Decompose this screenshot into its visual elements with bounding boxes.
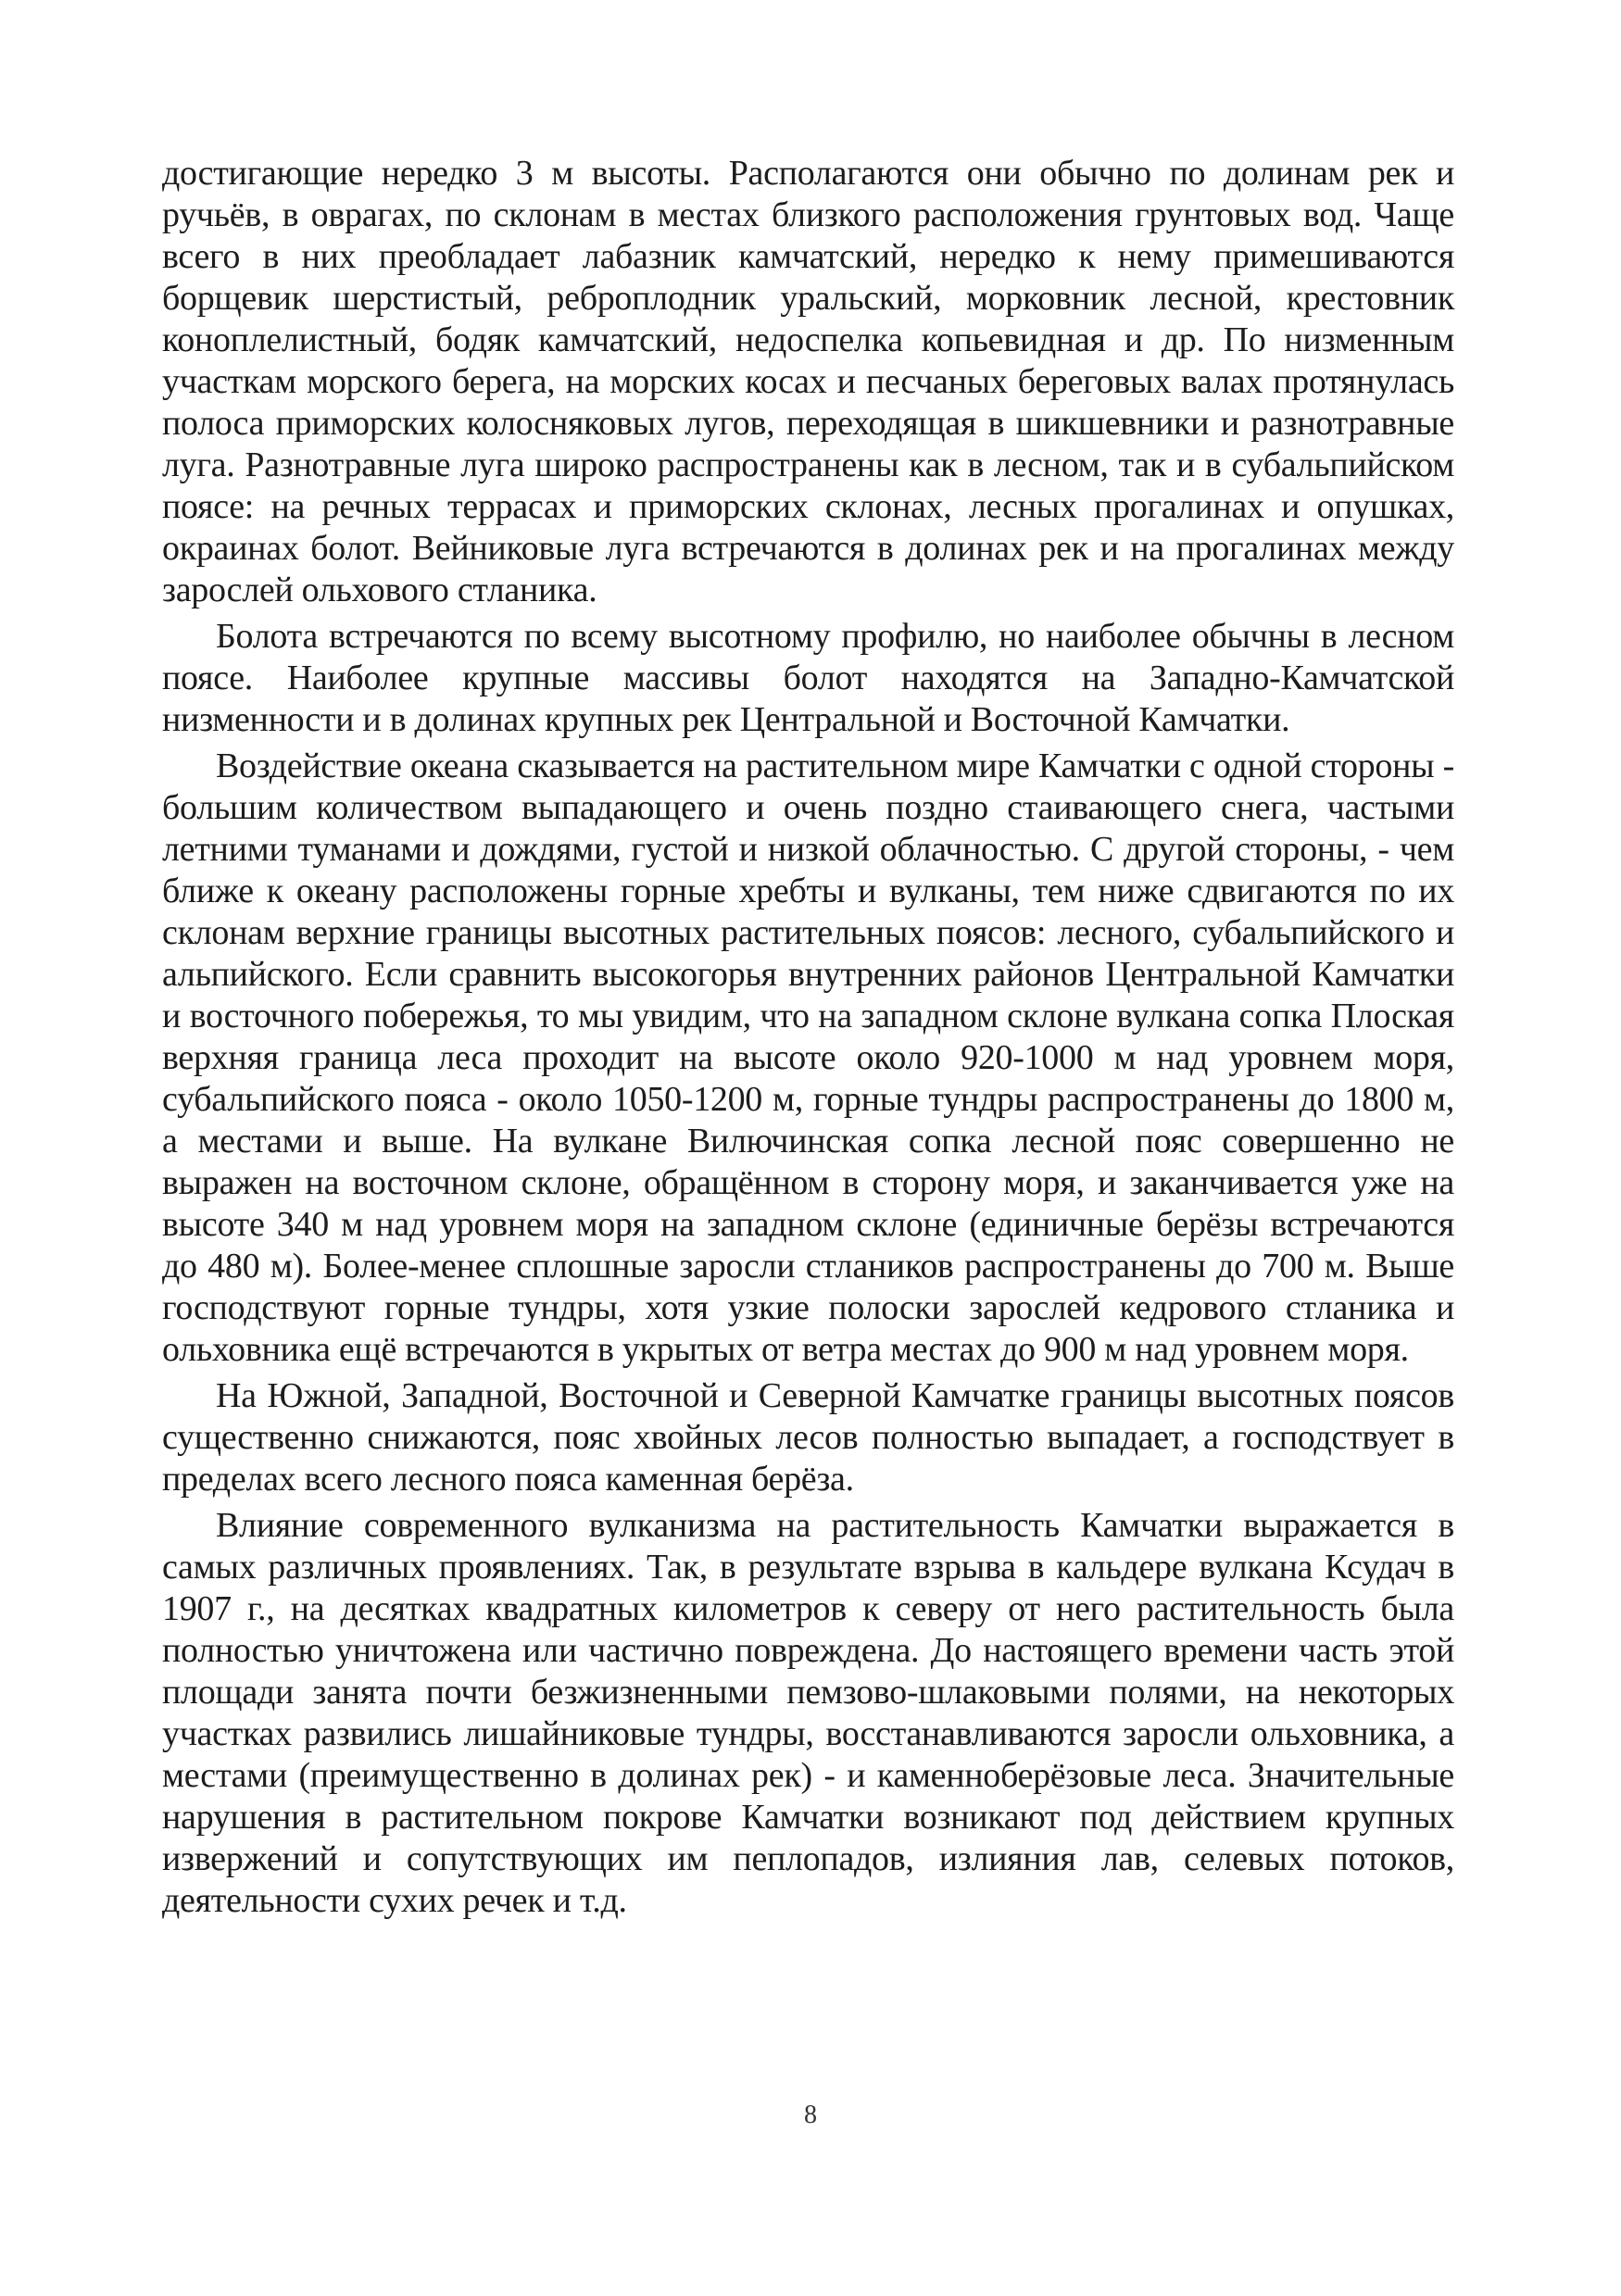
paragraph-volcanism: Влияние современного вулканизма на растительность Камчатки выражается в самых различных проявлениях. Так, в результате взрыва в кальдере вулкана Ксудач в 1907 г., на десятках квадратных километров к северу от него растительность была полностью уничтожена или частично повреждена. До настоящего времени часть этой площади занята почти безжизненными пемзово-шлаковыми полями, на некоторых участках развились лишайниковые тундры, восстанавливаются заросли ольховника, а местами (преимущественно в долинах рек) - и каменноберёзовые леса. Значительные нарушения в растительном покрове Камчатки возникают под действием крупных извержений и сопутствующих им пеплопадов, излияния лав, селевых потоков, деятельности сухих речек и т.д. [162,1506,1454,1920]
paragraph-ocean-influence: Воздействие океана сказывается на растительном мире Камчатки с одной стороны - большим количеством выпадающего и очень поздно стаивающего снега, частыми летними туманами и дождями, густой и низкой облачностью. С другой стороны, - чем ближе к океану расположены горные хребты и вулканы, тем ниже сдвигаются по их склонам верхние границы высотных растительных поясов: лесного, субальпийского и альпийского. Если сравнить высокогорья внутренних районов Центральной Камчатки и восточного побережья, то мы увидим, что на западном склоне вулкана сопка Плоская верхняя граница леса проходит на высоте около 920-1000 м над уровнем моря, субальпийского пояса - около 1050-1200 м, горные тундры распространены до 1800 м, а местами и выше. На вулкане Вилючинская сопка лесной пояс совершенно не выражен на восточном склоне, обращённом в сторону моря, и заканчивается уже на высоте 340 м над уровнем моря на западном склоне (единичные берёзы встречаются до 480 м). Более-менее сплошные заросли стлаников распространены до 700 м. Выше господствуют горные тундры, хотя узкие полоски зарослей кедрового стланика и ольховника ещё встречаются в укрытых от ветра местах до 900 м над уровнем моря. [162,747,1454,1369]
page-number: 8 [804,2101,817,2129]
paragraph-altitude-belts: На Южной, Западной, Восточной и Северной Камчатке границы высотных поясов существенно снижаются, пояс хвойных лесов полностью выпадает, а господствует в пределах всего лесного пояса каменная берёза. [162,1376,1454,1499]
page-body [162,153,1454,1926]
paragraph-bogs: Болота встречаются по всему высотному профилю, но наиболее обычны в лесном поясе. Наиболее крупные массивы болот находятся на Западно-Камчатской низменности и в долинах крупных рек Центральной и Восточной Камчатки. [162,617,1454,739]
paragraph-meadows: достигающие нередко 3 м высоты. Располагаются они обычно по долинам рек и ручьёв, в оврагах, по склонам в местах близкого расположения грунтовых вод. Чаще всего в них преобладает лабазник камчатский, нередко к нему примешиваются борщевик шерстистый, реброплодник уральский, морковник лесной, крестовник коноплелистный, бодяк камчатский, недоспелка копьевидная и др. По низменным участкам морского берега, на морских косах и песчаных береговых валах протянулась полоса приморских колосняковых лугов, переходящая в шикшевники и разнотравные луга. Разнотравные луга широко распространены как в лесном, так и в субальпийском поясе: на речных террасах и приморских склонах, лесных прогалинах и опушках, окраинах болот. Вейниковые луга встречаются в долинах рек и на прогалинах между зарослей ольхового стланика. [162,154,1454,609]
